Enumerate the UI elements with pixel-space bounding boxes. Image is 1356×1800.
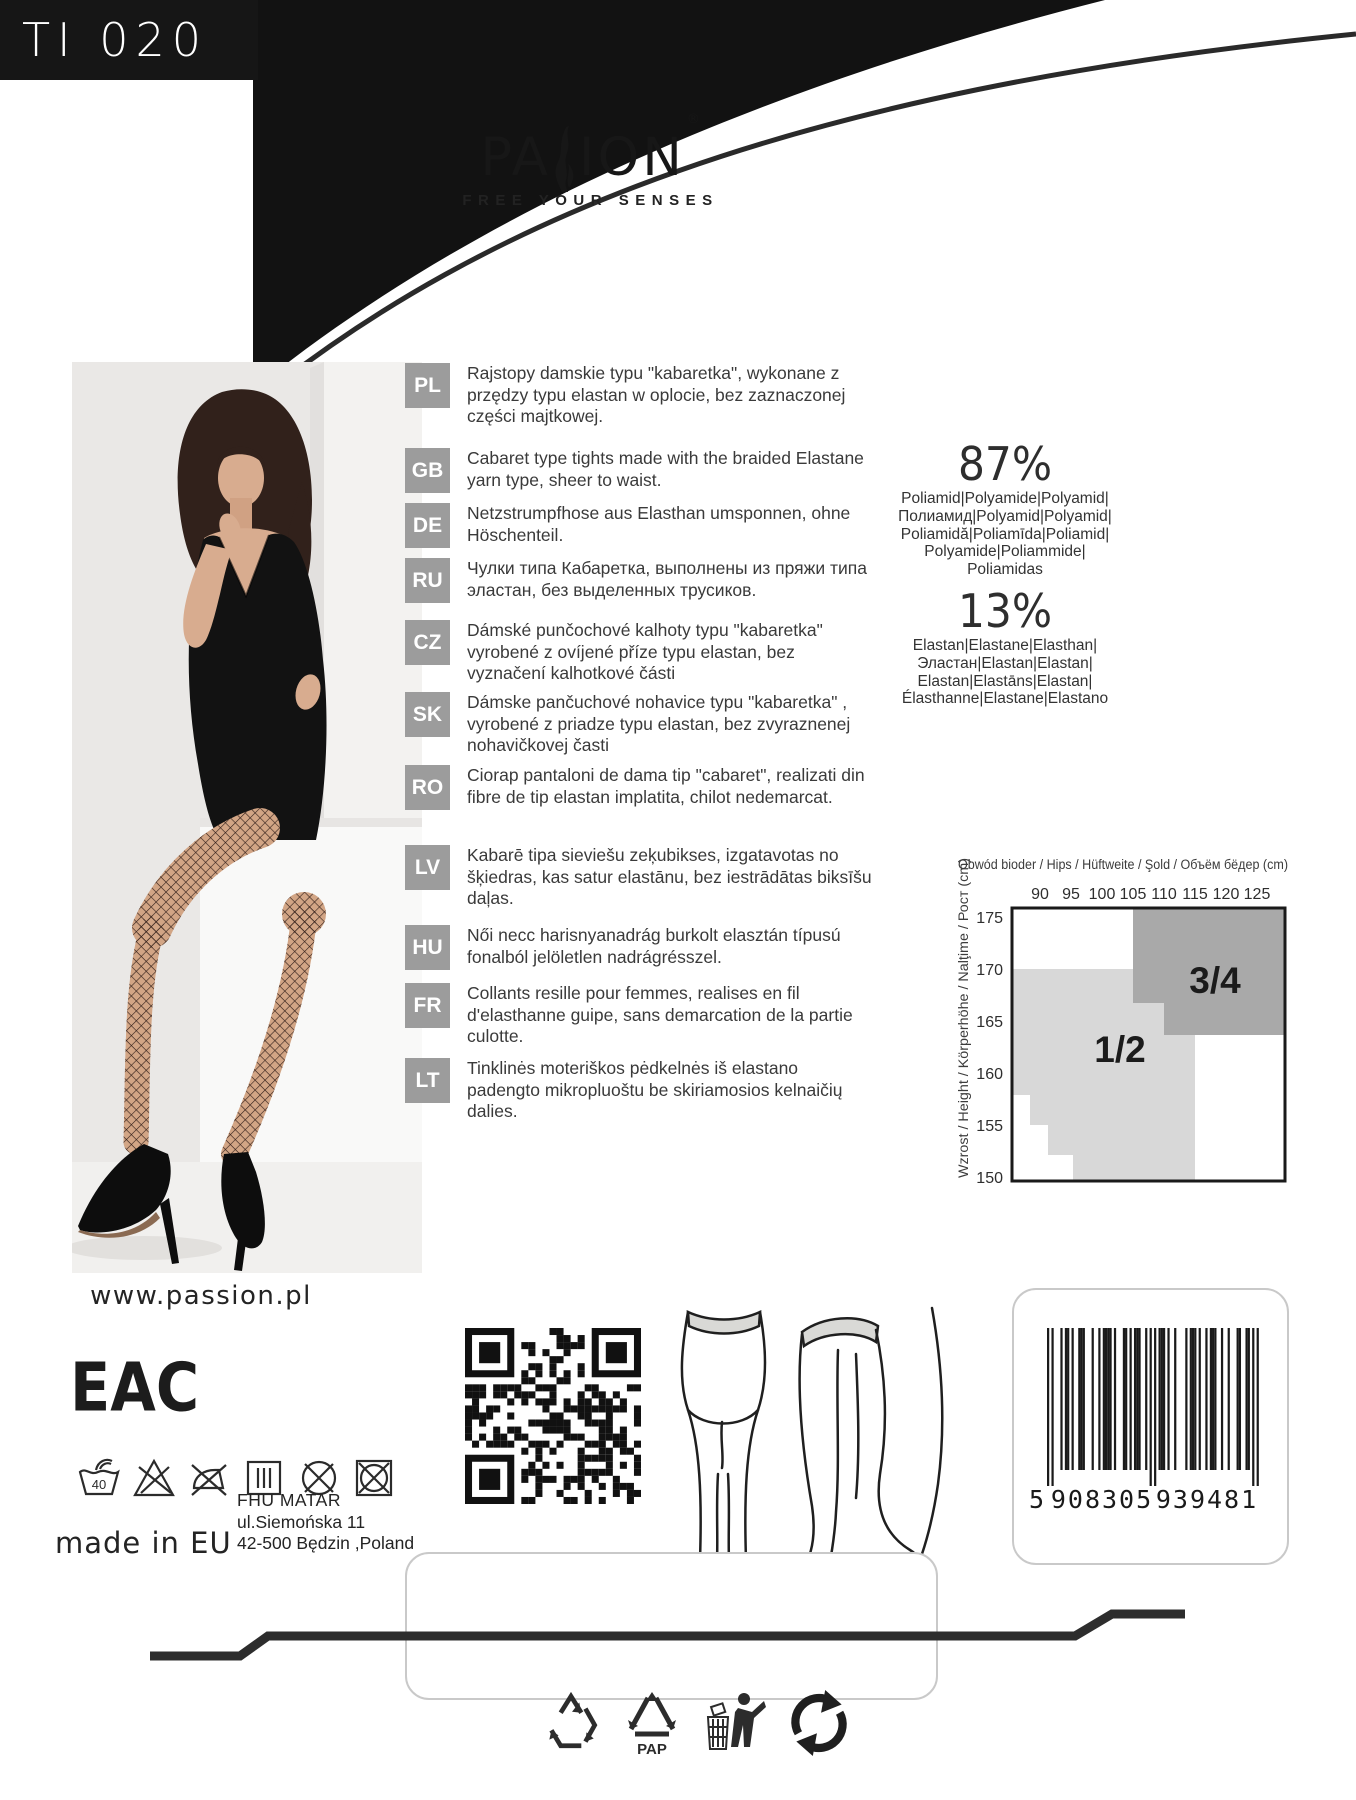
language-badge-cz: CZ <box>405 620 450 665</box>
elastane-line: Elastan|Elastāns|Elastan| <box>917 672 1093 690</box>
hips-tick: 100 <box>1088 886 1116 903</box>
brand-tagline: FREE YOUR SENSES <box>462 192 719 209</box>
description-row-lt <box>405 1058 880 1123</box>
hips-tick: 125 <box>1243 886 1271 903</box>
height-tick: 175 <box>976 910 1003 927</box>
manufacturer-name: FHU MATAR <box>237 1490 341 1510</box>
height-tick: 160 <box>976 1066 1003 1083</box>
composition-polyamide <box>862 438 1148 579</box>
do-not-iron-icon <box>186 1455 232 1501</box>
description-text-ro: Ciorap pantaloni de dama tip "cabaret", realizati din fibre de tip elastan implatita, chilot nedemarcat. <box>467 765 865 807</box>
description-row-pl <box>405 363 880 428</box>
description-row-sk <box>405 692 880 757</box>
language-badge-sk: SK <box>405 692 450 737</box>
height-tick: 155 <box>976 1118 1003 1135</box>
description-text-sk: Dámske pančuchové nohavice typu "kabaretka" , vyrobené z priadze typu elastan, bez zvyraznenej nohavičkovej časti <box>467 692 851 755</box>
registered-trademark: ® <box>686 112 703 127</box>
polyamide-line: Полиамид|Polyamid|Polyamid| <box>898 507 1112 525</box>
hips-tick: 95 <box>1062 886 1080 903</box>
language-badge-fr: FR <box>405 983 450 1028</box>
qr-code <box>465 1328 641 1504</box>
polyamide-line: Poliamidă|Poliamīda|Poliamid| <box>900 525 1110 543</box>
product-code-box <box>0 0 258 80</box>
elastane-line: Élasthanne|Elastane|Elastano <box>901 690 1109 708</box>
language-badge-gb: GB <box>405 448 450 493</box>
website-url: www.passion.pl <box>90 1281 312 1311</box>
polyamide-line: Poliamidas <box>967 561 1043 579</box>
description-row-ru <box>405 558 880 603</box>
tidyman-icon <box>700 1688 770 1754</box>
do-not-bleach-icon <box>131 1455 177 1501</box>
language-badge-hu: HU <box>405 925 450 970</box>
brand-wordmark <box>448 112 733 188</box>
eac-mark: EAC <box>70 1348 200 1427</box>
description-row-lv <box>405 845 880 910</box>
hand-wash-40-icon <box>76 1455 122 1501</box>
hips-tick: 115 <box>1182 886 1208 903</box>
barcode-digits-left: 908305 <box>1050 1485 1154 1514</box>
description-text-ru: Чулки типа Кабаретка, выполнены из пряжи типа эластан, без выделенных трусиков. <box>467 558 867 600</box>
language-badge-ro: RO <box>405 765 450 810</box>
barcode-digit-lead: 5 <box>1028 1485 1044 1514</box>
description-text-pl: Rajstopy damskie typu "kabaretka", wykonane z przędzy typu elastan w oplocie, bez zaznaczonej części majtkowej. <box>467 363 846 426</box>
description-text-lt: Tinklinės moteriškos pėdkelnės iš elastano padengto mikropluoštu be skiriamosios kelnaičių dalies. <box>467 1058 843 1121</box>
description-text-cz: Dámské punčochové kalhoty typu "kabaretka" vyrobené z ovíjené příze typu elastan, bez vyznačení kalhotkové části <box>467 620 823 683</box>
description-row-de <box>405 503 880 548</box>
recycling-icons <box>538 1688 852 1758</box>
description-row-cz <box>405 620 880 685</box>
ean-barcode <box>1014 1290 1287 1563</box>
elastane-line: Elastan|Elastane|Elasthan| <box>912 637 1098 654</box>
manufacturer-address <box>237 1490 414 1555</box>
height-tick: 165 <box>976 1014 1003 1031</box>
barcode-digits-right: 939481 <box>1155 1485 1259 1514</box>
hips-axis-label: Obwód bioder / Hips / Hüftweite / Şold / Объём бёдер (cm) <box>958 857 1288 872</box>
description-row-hu <box>405 925 880 970</box>
elastane-percent: 13% <box>957 584 1053 638</box>
tights-line-drawing <box>660 1302 960 1564</box>
hips-tick: 105 <box>1119 886 1147 903</box>
language-badge-ru: RU <box>405 558 450 603</box>
brand-left: PA <box>480 127 551 188</box>
description-row-fr <box>405 983 880 1048</box>
description-text-gb: Cabaret type tights made with the braided Elastane yarn type, sheer to waist. <box>467 448 864 490</box>
elastane-line: Эластан|Elastan|Elastan| <box>917 654 1093 672</box>
size-label-1-2: 1/2 <box>1094 1029 1146 1070</box>
language-badge-lt: LT <box>405 1058 450 1103</box>
language-badge-pl: PL <box>405 363 450 408</box>
polyamide-percent: 87% <box>957 437 1053 491</box>
wash-temp: 40 <box>91 1477 107 1492</box>
pap-label: PAP <box>637 1741 667 1758</box>
size-label-3-4: 3/4 <box>1189 960 1241 1001</box>
brand-logo <box>448 112 733 209</box>
barcode-panel <box>1012 1288 1289 1565</box>
polyamide-line: Poliamid|Polyamide|Polyamid| <box>901 490 1109 507</box>
product-code: TI 020 <box>21 13 209 67</box>
model-photo <box>72 362 422 1273</box>
description-row-gb <box>405 448 880 493</box>
polyamide-line: Polyamide|Poliammide| <box>924 543 1086 561</box>
size-region-3-4 <box>1164 1003 1284 1035</box>
hips-tick: 120 <box>1212 886 1240 903</box>
flame-icon <box>552 126 578 192</box>
manufacturer-street: ul.Siemońska 11 <box>237 1511 366 1532</box>
height-tick: 150 <box>976 1170 1003 1187</box>
height-tick: 170 <box>976 962 1003 979</box>
composition-elastane <box>862 585 1148 708</box>
description-text-fr: Collants resille pour femmes, realises en fil d'elasthanne guipe, sans demarcation de la partie culotte. <box>467 983 853 1046</box>
size-chart <box>940 845 1300 1190</box>
made-in-label: made in EU <box>55 1526 232 1560</box>
manufacturer-city: 42-500 Będzin ,Poland <box>237 1533 415 1553</box>
paper-recycling-pap-icon <box>620 1688 684 1758</box>
green-dot-icon <box>786 1688 852 1758</box>
description-text-de: Netzstrumpfhose aus Elasthan umsponnen, ohne Höschenteil. <box>467 503 851 545</box>
height-axis-label: Wzrost / Height / Körperhöhe / Nalţime / Рост (cm) <box>956 876 971 1178</box>
hips-tick: 110 <box>1151 886 1177 903</box>
language-badge-lv: LV <box>405 845 450 890</box>
description-row-ro <box>405 765 880 810</box>
description-text-lv: Kabarē tipa sieviešu zeķubikses, izgatavotas no šķiedras, kas satur elastānu, bez iestrādātas biksīšu daļas. <box>467 845 872 908</box>
recycling-symbol-icon <box>538 1688 604 1754</box>
bottom-rule-decoration <box>140 1598 1210 1668</box>
description-text-hu: Női necc harisnyanadrág burkolt elasztán típusú fonalból jelöletlen nadrágrésszel. <box>467 925 841 967</box>
hips-tick: 90 <box>1031 886 1049 903</box>
brand-right: ION <box>578 127 685 188</box>
language-badge-de: DE <box>405 503 450 548</box>
